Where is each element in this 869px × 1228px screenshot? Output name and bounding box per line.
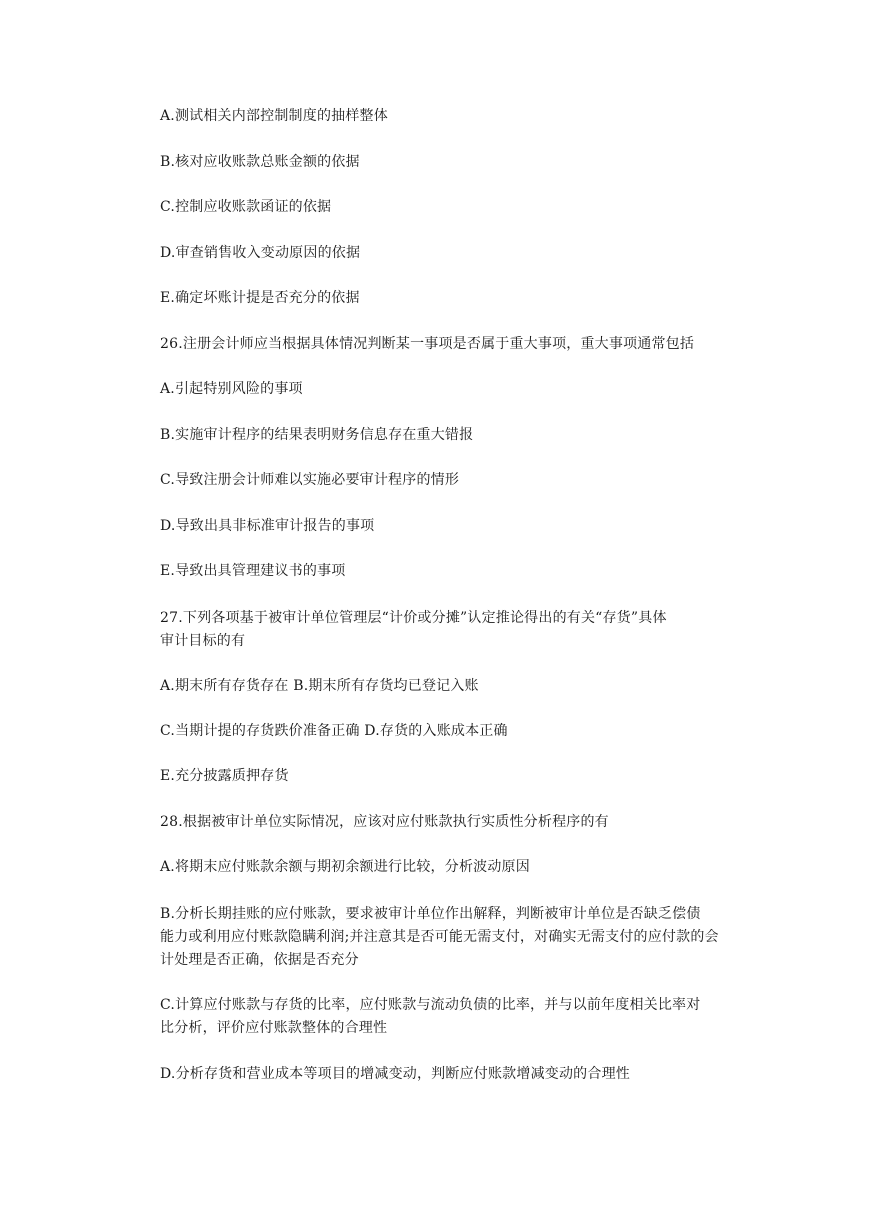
question-26: 26.注册会计师应当根据具体情况判断某一事项是否属于重大事项，重大事项通常包括 (160, 336, 695, 352)
text-line: C.控制应收账款函证的依据 (160, 199, 332, 215)
text-line: D.分析存货和营业成本等项目的增减变动，判断应付账款增减变动的合理性 (160, 1066, 630, 1082)
text-line: E.导致出具管理建议书的事项 (160, 563, 346, 579)
text-line: C.计算应付账款与存货的比率，应付账款与流动负债的比率，并与以前年度相关比率对 (160, 997, 701, 1013)
text-line: 能力或利用应付账款隐瞒利润;并注意其是否可能无需支付，对确实无需支付的应付款的会 (160, 929, 719, 945)
text-line: 比分析，评价应付账款整体的合理性 (160, 1020, 388, 1036)
text-line: E.确定坏账计提是否充分的依据 (160, 290, 360, 306)
text-line: B.核对应收账款总账金额的依据 (160, 154, 360, 170)
text-line: D.审查销售收入变动原因的依据 (160, 245, 361, 261)
question-27: 27.下列各项基于被审计单位管理层“计价或分摊”认定推论得出的有关“存货”具体 (160, 610, 667, 626)
text-line: B.分析长期挂账的应付账款，要求被审计单位作出解释，判断被审计单位是否缺乏偿债 (160, 906, 701, 922)
text-line: A.引起特别风险的事项 (160, 381, 303, 397)
text-line: A.测试相关内部控制制度的抽样整体 (160, 108, 388, 124)
text-line: A.期末所有存货存在 B.期末所有存货均已登记入账 (160, 678, 479, 694)
text-line: A.将期末应付账款余额与期初余额进行比较，分析波动原因 (160, 859, 530, 875)
question-28: 28.根据被审计单位实际情况，应该对应付账款执行实质性分析程序的有 (160, 814, 609, 830)
text-line: C.导致注册会计师难以实施必要审计程序的情形 (160, 472, 460, 488)
text-line: C.当期计提的存货跌价准备正确 D.存货的入账成本正确 (160, 723, 508, 739)
text-line: 计处理是否正确，依据是否充分 (160, 952, 359, 968)
text-line: E.充分披露质押存货 (160, 768, 289, 784)
text-line: B.实施审计程序的结果表明财务信息存在重大错报 (160, 427, 474, 443)
text-line: 审计目标的有 (160, 633, 246, 649)
text-line: D.导致出具非标准审计报告的事项 (160, 518, 375, 534)
